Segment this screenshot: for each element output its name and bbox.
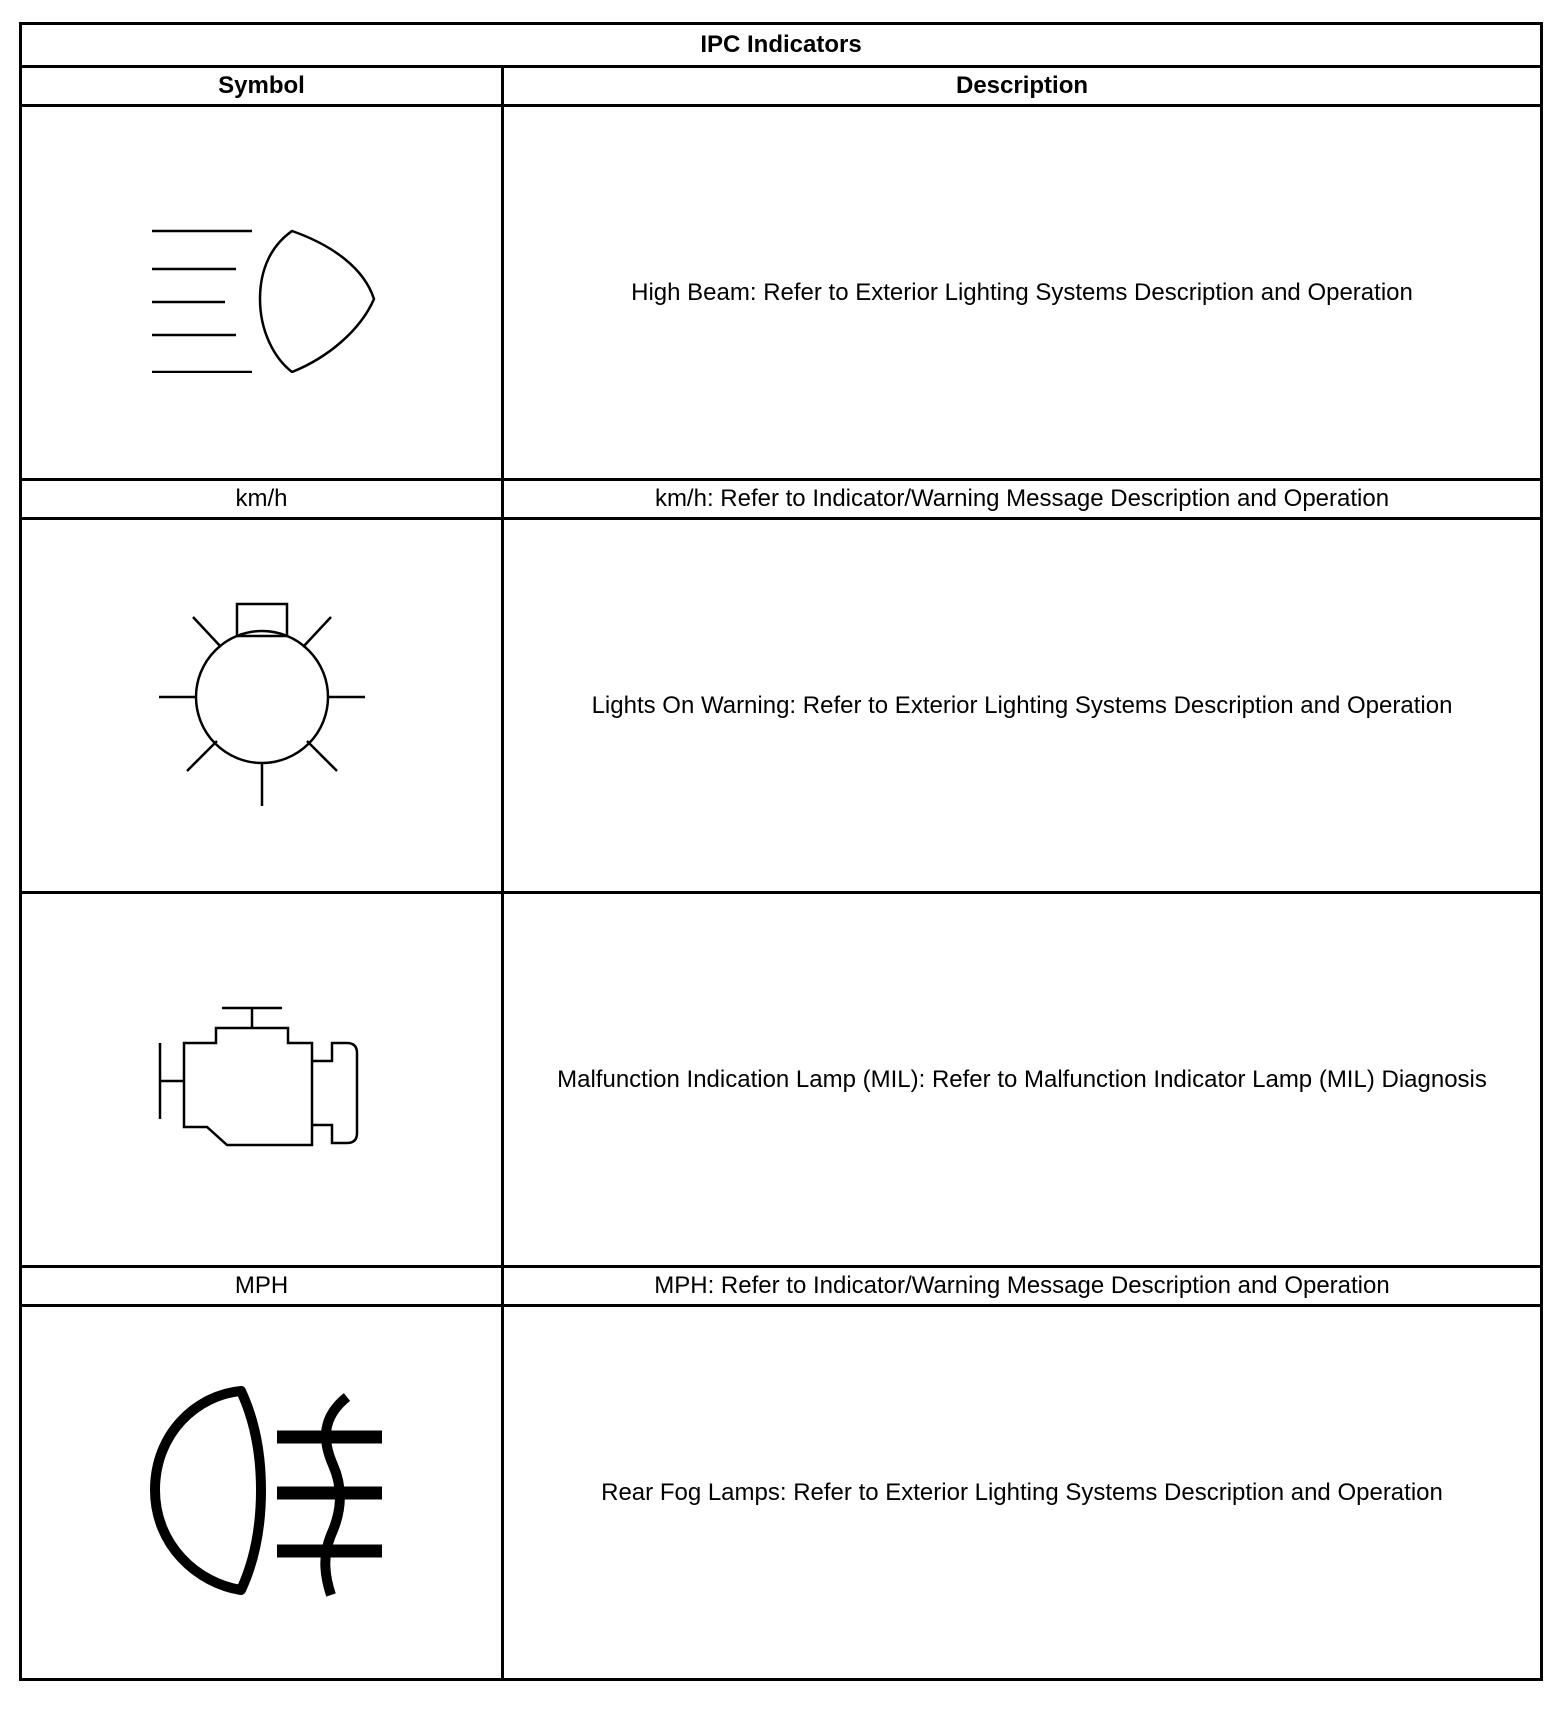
description-cell: Lights On Warning: Refer to Exterior Lighting Systems Description and Operation [503,519,1542,893]
description-cell: MPH: Refer to Indicator/Warning Message Description and Operation [503,1267,1542,1306]
description-cell: Malfunction Indication Lamp (MIL): Refer to Malfunction Indicator Lamp (MIL) Diagnosis [503,893,1542,1267]
symbol-cell [21,106,503,480]
table-row [21,1306,1542,1680]
description-column-header: Description [503,67,1542,106]
table-row [21,480,1542,519]
table-row [21,106,1542,480]
table-row [21,519,1542,893]
description-cell: Rear Fog Lamps: Refer to Exterior Lighting Systems Description and Operation [503,1306,1542,1680]
description-cell: High Beam: Refer to Exterior Lighting Systems Description and Operation [503,106,1542,480]
table-row [21,893,1542,1267]
symbol-cell: km/h [21,480,503,519]
symbol-column-header: Symbol [21,67,503,106]
high-beam-icon [142,213,382,373]
symbol-cell [21,893,503,1267]
symbol-cell [21,1306,503,1680]
table-title: IPC Indicators [21,24,1542,67]
ipc-indicators-table [19,22,1543,1681]
lights-on-warning-icon [147,601,377,811]
symbol-cell [21,519,503,893]
description-cell: km/h: Refer to Indicator/Warning Message Description and Operation [503,480,1542,519]
table-row [21,1267,1542,1306]
symbol-cell: MPH [21,1267,503,1306]
engine-mil-icon [152,1005,372,1155]
rear-fog-lamp-icon [137,1385,387,1600]
